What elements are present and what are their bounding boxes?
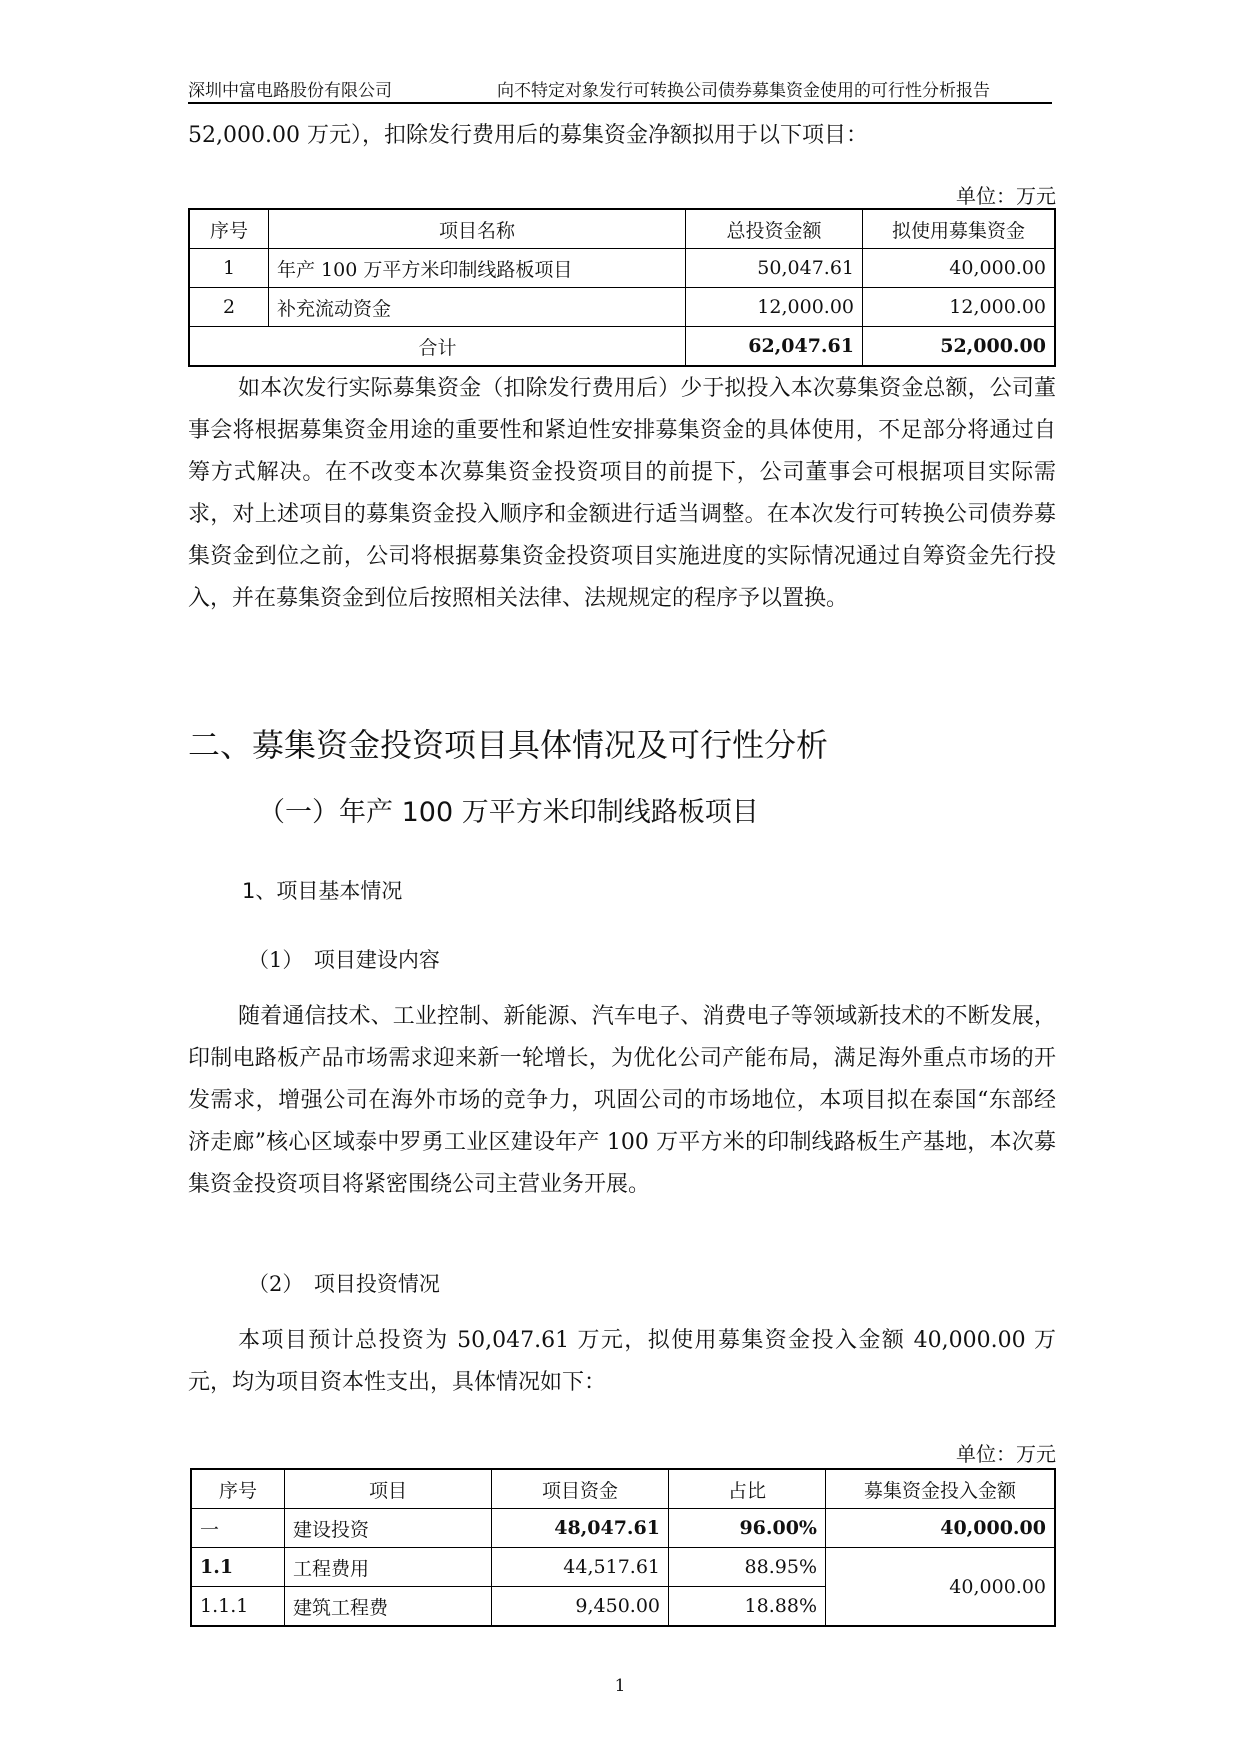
th-no: 序号 xyxy=(191,1469,285,1509)
cell-raised: 40,000.00 xyxy=(826,1509,1056,1548)
subitem-heading-investment: （2） 项目投资情况 xyxy=(248,1272,440,1296)
table-row xyxy=(191,1509,1055,1548)
cell-item: 工程费用 xyxy=(285,1548,492,1587)
th-no: 序号 xyxy=(189,209,269,249)
cell-raised: 40,000.00 xyxy=(863,249,1056,288)
table-row xyxy=(189,249,1055,288)
cell-ratio: 96.00% xyxy=(669,1509,826,1548)
cell-ratio: 18.88% xyxy=(669,1587,826,1627)
cell-fund: 9,450.00 xyxy=(492,1587,669,1627)
unit-label-2: 单位：万元 xyxy=(956,1442,1056,1466)
th-raised: 拟使用募集资金 xyxy=(863,209,1056,249)
table-total-row xyxy=(189,327,1055,367)
cell-total-total: 62,047.61 xyxy=(686,327,863,367)
cell-item: 建设投资 xyxy=(285,1509,492,1548)
table-row xyxy=(189,288,1055,327)
header-company: 深圳中富电路股份有限公司 xyxy=(188,81,392,101)
table-fund-usage xyxy=(188,208,1056,367)
th-name: 项目名称 xyxy=(269,209,686,249)
item-heading: 1、项目基本情况 xyxy=(242,879,403,903)
cell-no: 2 xyxy=(189,288,269,327)
th-raised: 募集资金投入金额 xyxy=(826,1469,1056,1509)
table-row xyxy=(191,1548,1055,1587)
th-item: 项目 xyxy=(285,1469,492,1509)
page-number: 1 xyxy=(614,1676,626,1696)
cell-raised-merged: 40,000.00 xyxy=(826,1548,1056,1627)
unit-label-1: 单位：万元 xyxy=(956,184,1056,208)
cell-fund: 44,517.61 xyxy=(492,1548,669,1587)
paragraph-project-content: 随着通信技术、工业控制、新能源、汽车电子、消费电子等领域新技术的不断发展，印制电路板产品市场需求迎来新一轮增长，为优化公司产能布局，满足海外重点市场的开发需求，增强公司在海外市场的竞争力，巩固公司的市场地位，本项目拟在泰国“东部经济走廊”核心区域泰中罗勇工业区建设年产 100 万平方米的印制线路板生产基地，本次募集资金投资项目将紧密围绕公司主营业务开展。 xyxy=(188,1004,1056,1197)
th-fund: 项目资金 xyxy=(492,1469,669,1509)
table-header-row xyxy=(191,1469,1055,1509)
intro-line: 52,000.00 万元），扣除发行费用后的募集资金净额拟用于以下项目： xyxy=(188,123,868,148)
table-investment-detail xyxy=(190,1468,1056,1627)
page-header xyxy=(188,70,1052,104)
cell-fund: 48,047.61 xyxy=(492,1509,669,1548)
cell-no: 1.1 xyxy=(191,1548,285,1587)
paragraph-investment: 本项目预计总投资为 50,047.61 万元，拟使用募集资金投入金额 40,000.00 万元，均为项目资本性支出，具体情况如下： xyxy=(188,1328,1056,1395)
subitem-heading-construction: （1） 项目建设内容 xyxy=(248,948,440,972)
cell-item: 建筑工程费 xyxy=(285,1587,492,1627)
cell-ratio: 88.95% xyxy=(669,1548,826,1587)
cell-total-label: 合计 xyxy=(189,327,686,367)
cell-no: 1.1.1 xyxy=(191,1587,285,1627)
header-report-title: 向不特定对象发行可转换公司债券募集资金使用的可行性分析报告 xyxy=(497,81,990,101)
th-total: 总投资金额 xyxy=(686,209,863,249)
paragraph-adjustment: 如本次发行实际募集资金（扣除发行费用后）少于拟投入本次募集资金总额，公司董事会将根据募集资金用途的重要性和紧迫性安排募集资金的具体使用，不足部分将通过自筹方式解决。在不改变本次募集资金投资项目的前提下，公司董事会可根据项目实际需求，对上述项目的募集资金投入顺序和金额进行适当调整。在本次发行可转换公司债券募集资金到位之前，公司将根据募集资金投资项目实施进度的实际情况通过自筹资金先行投入，并在募集资金到位后按照相关法律、法规规定的程序予以置换。 xyxy=(188,376,1056,611)
table-header-row xyxy=(189,209,1055,249)
subsection-heading: （一）年产 100 万平方米印制线路板项目 xyxy=(258,797,759,828)
cell-total: 50,047.61 xyxy=(686,249,863,288)
cell-total-raised: 52,000.00 xyxy=(863,327,1056,367)
cell-name: 补充流动资金 xyxy=(269,288,686,327)
cell-no: 1 xyxy=(189,249,269,288)
section-heading: 二、募集资金投资项目具体情况及可行性分析 xyxy=(188,726,829,764)
cell-no: 一 xyxy=(191,1509,285,1548)
th-ratio: 占比 xyxy=(669,1469,826,1509)
cell-total: 12,000.00 xyxy=(686,288,863,327)
cell-name: 年产 100 万平方米印制线路板项目 xyxy=(269,249,686,288)
cell-raised: 12,000.00 xyxy=(863,288,1056,327)
